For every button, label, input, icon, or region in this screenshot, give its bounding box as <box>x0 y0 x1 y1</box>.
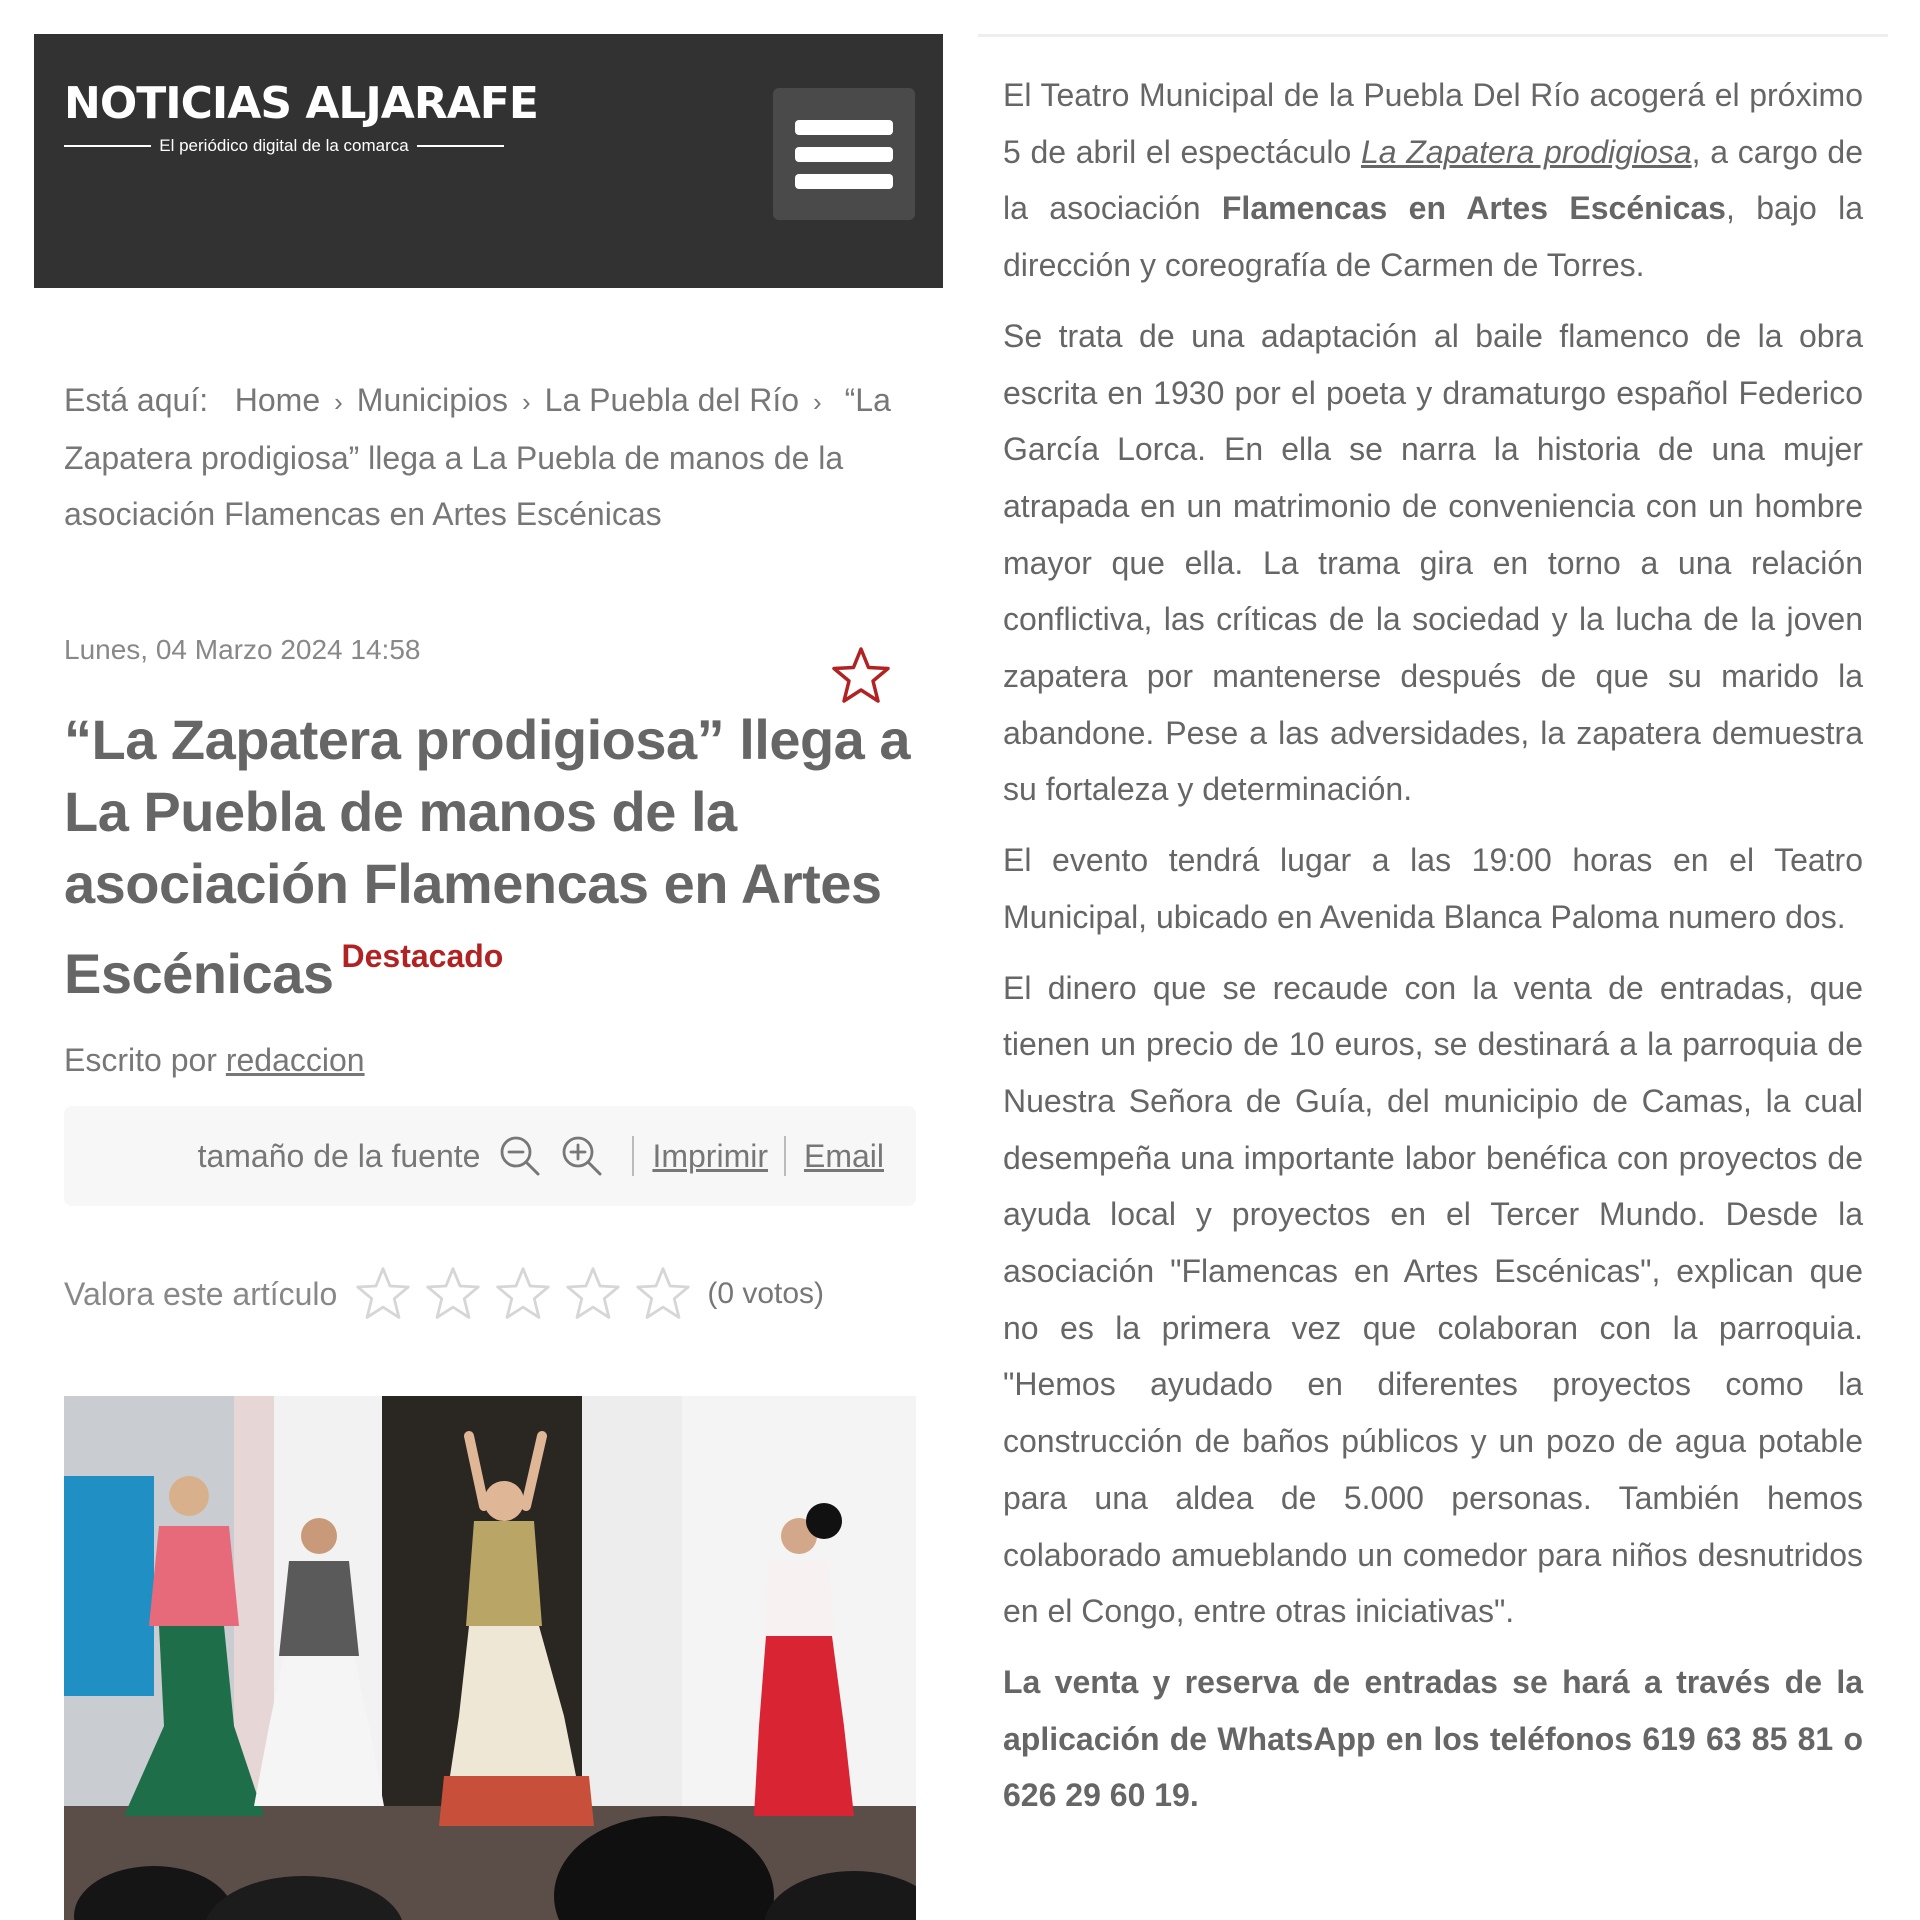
body-paragraph-1 <box>1003 67 1863 294</box>
font-size-label: tamaño de la fuente <box>197 1137 481 1174</box>
article-rating <box>64 1264 824 1324</box>
association-name: Flamencas en Artes Escénicas <box>1221 190 1726 227</box>
site-header <box>34 34 943 288</box>
menu-bar-middle <box>795 147 893 162</box>
rating-label: Valora este artículo <box>64 1275 338 1312</box>
left-column <box>34 34 943 1312</box>
tools-divider <box>632 1136 634 1176</box>
body-paragraph-5 <box>1003 1654 1863 1824</box>
logo-rule-left <box>64 145 151 147</box>
site-name: NOTICIAS ALJARAFE <box>64 78 538 129</box>
featured-badge: Destacado <box>341 938 504 974</box>
p1-after: , bajo la dirección y coreografía de Carmen de Torres. <box>1003 190 1864 284</box>
chevron-right-icon: › <box>334 387 343 417</box>
flamenco-dancers-photo <box>64 1396 916 1920</box>
star-outline-icon[interactable] <box>829 644 893 708</box>
p1-before: El Teatro Municipal de la Puebla Del Río acogerá el próximo 5 de abril el espectáculo <box>1003 77 1863 170</box>
work-title-link[interactable]: La Zapatera prodigiosa <box>1360 133 1692 170</box>
menu-bar-bottom <box>795 174 893 189</box>
chevron-right-icon: › <box>521 387 531 417</box>
article-photo <box>64 1396 916 1920</box>
print-link[interactable]: Imprimir <box>652 1137 768 1174</box>
breadcrumb-la-puebla[interactable]: La Puebla del Río <box>544 382 800 418</box>
tools-divider <box>784 1136 786 1176</box>
p1-middle: , a cargo de la asociación <box>1003 133 1864 227</box>
site-logo[interactable] <box>64 78 538 156</box>
breadcrumb-current: “La Zapatera prodigiosa” llega a La Puebla de manos de la asociación Flamencas en Artes Escénicas <box>64 382 891 532</box>
article-date: Lunes, 04 Marzo 2024 14:58 <box>64 634 421 665</box>
author-link[interactable]: redaccion <box>225 1042 365 1078</box>
body-paragraph-4: El dinero que se recaude con la venta de entradas, que tienen un precio de 10 euros, se destinará a la parroquia de Nuestra Señora de Guía, del municipio de Camas, la cual desempeña una importante labor benéfica con proyectos de ayuda local y proyectos en el Tercer Mundo. Desde la asociación "Flamencas en Artes Escénicas", explican que no es la primera vez que colaboran con la parroquia. "Hemos ayudado en diferentes proyectos como la construcción de baños públicos y un pozo de agua potable para una aldea de 5.000 personas. También hemos colaborado amueblando un comedor para niños desnutridos en el Congo, entre otras iniciativas". <box>1003 969 1863 1630</box>
body-paragraph-2: Se trata de una adaptación al baile flamenco de la obra escrita en 1930 por el poeta y dramaturgo español Federico García Lorca. En ella se narra la historia de una mujer atrapada en un matrimonio de conveniencia con un hombre mayor que ella. La trama gira en torno a una relación conflictiva, las críticas de la sociedad y la lucha de la joven zapatera por mantenerse después de que su marido la abandone. Pese a las adversidades, la zapatera demuestra su fortaleza y determinación. <box>1003 317 1863 808</box>
breadcrumb-home[interactable]: Home <box>234 382 321 418</box>
zoom-out-icon[interactable] <box>498 1134 542 1178</box>
rating-star-icon[interactable] <box>563 1264 623 1324</box>
rating-star-icon[interactable] <box>633 1264 693 1324</box>
breadcrumb <box>64 372 924 542</box>
author-prefix: Escrito por <box>64 1042 217 1078</box>
ticket-info: La venta y reserva de entradas se hará a través de la aplicación de WhatsApp en los teléfonos 619 63 85 81 o 626 29 60 19. <box>1003 1663 1863 1814</box>
rating-star-icon[interactable] <box>423 1264 483 1324</box>
site-tagline: El periódico digital de la comarca <box>159 136 409 155</box>
hamburger-menu-icon[interactable] <box>773 88 915 220</box>
article-author <box>64 1042 365 1079</box>
rating-star-icon[interactable] <box>493 1264 553 1324</box>
rating-stars <box>353 1264 693 1324</box>
rating-star-icon[interactable] <box>353 1264 413 1324</box>
rating-votes: (0 votos) <box>707 1277 825 1310</box>
right-column <box>978 34 1888 1838</box>
breadcrumb-label: Está aquí: <box>64 382 209 418</box>
logo-tagline-row <box>64 136 504 156</box>
menu-bar-top <box>795 120 893 135</box>
chevron-right-icon: › <box>813 387 822 417</box>
body-paragraph-3: El evento tendrá lugar a las 19:00 horas en el Teatro Municipal, ubicado en Avenida Blanca Paloma numero dos. <box>1003 842 1863 935</box>
article-title <box>64 704 924 1010</box>
zoom-in-icon[interactable] <box>560 1134 604 1178</box>
logo-rule-right <box>417 145 504 147</box>
article-title-text: “La Zapatera prodigiosa” llega a La Puebla de manos de la asociación Flamencas en Artes Escénicas <box>64 708 911 1005</box>
breadcrumb-municipios[interactable]: Municipios <box>356 382 508 418</box>
article-body <box>978 37 1888 1824</box>
email-link[interactable]: Email <box>803 1137 884 1174</box>
article-tools-bar <box>64 1106 916 1206</box>
